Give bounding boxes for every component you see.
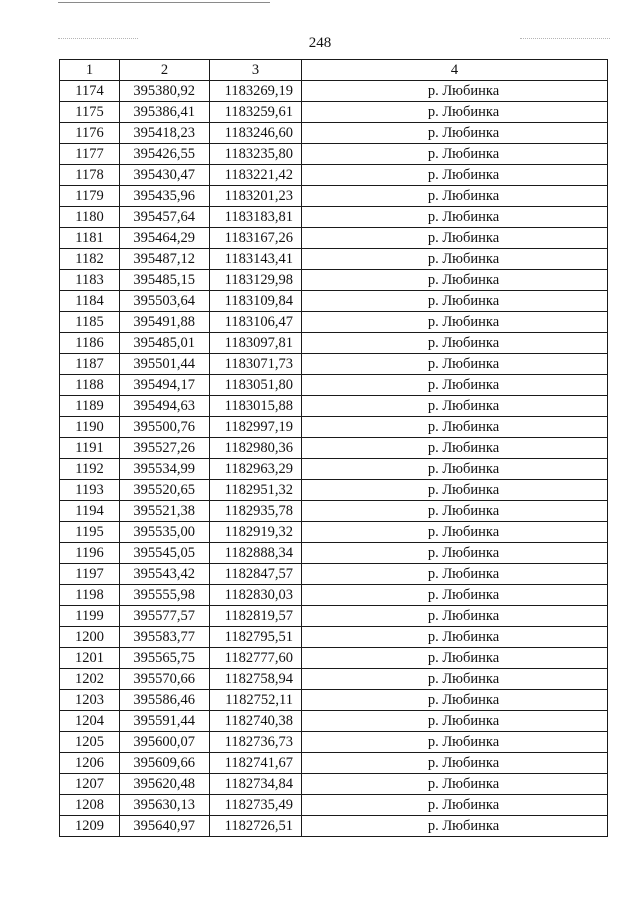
column-header: 3 [210, 60, 302, 81]
y-coordinate-cell: 1183246,60 [210, 123, 302, 144]
table-row [60, 249, 608, 270]
table-row [60, 144, 608, 165]
description-cell: р. Любинка [302, 543, 608, 564]
table-row [60, 165, 608, 186]
y-coordinate-cell: 1182726,51 [210, 816, 302, 837]
column-header: 2 [120, 60, 210, 81]
point-number-cell: 1197 [60, 564, 120, 585]
description-cell: р. Любинка [302, 648, 608, 669]
table-row [60, 501, 608, 522]
x-coordinate-cell: 395570,66 [120, 669, 210, 690]
point-number-cell: 1175 [60, 102, 120, 123]
point-number-cell: 1201 [60, 648, 120, 669]
y-coordinate-cell: 1182736,73 [210, 732, 302, 753]
description-cell: р. Любинка [302, 690, 608, 711]
table-row [60, 438, 608, 459]
description-cell: р. Любинка [302, 480, 608, 501]
x-coordinate-cell: 395380,92 [120, 81, 210, 102]
table-row [60, 312, 608, 333]
x-coordinate-cell: 395586,46 [120, 690, 210, 711]
column-header: 4 [302, 60, 608, 81]
x-coordinate-cell: 395487,12 [120, 249, 210, 270]
y-coordinate-cell: 1182795,51 [210, 627, 302, 648]
table-row [60, 396, 608, 417]
x-coordinate-cell: 395534,99 [120, 459, 210, 480]
x-coordinate-cell: 395640,97 [120, 816, 210, 837]
point-number-cell: 1184 [60, 291, 120, 312]
x-coordinate-cell: 395494,17 [120, 375, 210, 396]
point-number-cell: 1191 [60, 438, 120, 459]
point-number-cell: 1189 [60, 396, 120, 417]
y-coordinate-cell: 1183109,84 [210, 291, 302, 312]
point-number-cell: 1183 [60, 270, 120, 291]
x-coordinate-cell: 395501,44 [120, 354, 210, 375]
y-coordinate-cell: 1182740,38 [210, 711, 302, 732]
description-cell: р. Любинка [302, 396, 608, 417]
x-coordinate-cell: 395527,26 [120, 438, 210, 459]
y-coordinate-cell: 1182819,57 [210, 606, 302, 627]
point-number-cell: 1178 [60, 165, 120, 186]
x-coordinate-cell: 395435,96 [120, 186, 210, 207]
x-coordinate-cell: 395555,98 [120, 585, 210, 606]
point-number-cell: 1203 [60, 690, 120, 711]
y-coordinate-cell: 1182888,34 [210, 543, 302, 564]
x-coordinate-cell: 395430,47 [120, 165, 210, 186]
y-coordinate-cell: 1182980,36 [210, 438, 302, 459]
y-coordinate-cell: 1183015,88 [210, 396, 302, 417]
table-row [60, 102, 608, 123]
description-cell: р. Любинка [302, 228, 608, 249]
x-coordinate-cell: 395464,29 [120, 228, 210, 249]
x-coordinate-cell: 395609,66 [120, 753, 210, 774]
description-cell: р. Любинка [302, 375, 608, 396]
x-coordinate-cell: 395543,42 [120, 564, 210, 585]
description-cell: р. Любинка [302, 564, 608, 585]
point-number-cell: 1207 [60, 774, 120, 795]
point-number-cell: 1190 [60, 417, 120, 438]
x-coordinate-cell: 395591,44 [120, 711, 210, 732]
x-coordinate-cell: 395600,07 [120, 732, 210, 753]
description-cell: р. Любинка [302, 585, 608, 606]
x-coordinate-cell: 395457,64 [120, 207, 210, 228]
point-number-cell: 1177 [60, 144, 120, 165]
table-row [60, 417, 608, 438]
table-row [60, 228, 608, 249]
table-row [60, 522, 608, 543]
point-number-cell: 1202 [60, 669, 120, 690]
y-coordinate-cell: 1183259,61 [210, 102, 302, 123]
description-cell: р. Любинка [302, 249, 608, 270]
coordinates-table [59, 59, 608, 837]
table-body [60, 81, 608, 837]
x-coordinate-cell: 395630,13 [120, 795, 210, 816]
point-number-cell: 1174 [60, 81, 120, 102]
description-cell: р. Любинка [302, 333, 608, 354]
point-number-cell: 1209 [60, 816, 120, 837]
x-coordinate-cell: 395491,88 [120, 312, 210, 333]
point-number-cell: 1204 [60, 711, 120, 732]
y-coordinate-cell: 1183235,80 [210, 144, 302, 165]
point-number-cell: 1179 [60, 186, 120, 207]
table-row [60, 627, 608, 648]
description-cell: р. Любинка [302, 816, 608, 837]
point-number-cell: 1182 [60, 249, 120, 270]
description-cell: р. Любинка [302, 186, 608, 207]
x-coordinate-cell: 395520,65 [120, 480, 210, 501]
description-cell: р. Любинка [302, 123, 608, 144]
description-cell: р. Любинка [302, 81, 608, 102]
point-number-cell: 1205 [60, 732, 120, 753]
table-row [60, 270, 608, 291]
table-row [60, 606, 608, 627]
description-cell: р. Любинка [302, 102, 608, 123]
table-row [60, 186, 608, 207]
description-cell: р. Любинка [302, 459, 608, 480]
y-coordinate-cell: 1182830,03 [210, 585, 302, 606]
table-header-row [60, 60, 608, 81]
table-row [60, 459, 608, 480]
table-row [60, 291, 608, 312]
y-coordinate-cell: 1182963,29 [210, 459, 302, 480]
point-number-cell: 1208 [60, 795, 120, 816]
description-cell: р. Любинка [302, 795, 608, 816]
point-number-cell: 1176 [60, 123, 120, 144]
description-cell: р. Любинка [302, 312, 608, 333]
table-row [60, 585, 608, 606]
table-row [60, 207, 608, 228]
table-row [60, 543, 608, 564]
x-coordinate-cell: 395620,48 [120, 774, 210, 795]
table-row [60, 669, 608, 690]
point-number-cell: 1194 [60, 501, 120, 522]
y-coordinate-cell: 1183201,23 [210, 186, 302, 207]
point-number-cell: 1188 [60, 375, 120, 396]
description-cell: р. Любинка [302, 207, 608, 228]
description-cell: р. Любинка [302, 627, 608, 648]
y-coordinate-cell: 1183071,73 [210, 354, 302, 375]
point-number-cell: 1198 [60, 585, 120, 606]
point-number-cell: 1193 [60, 480, 120, 501]
description-cell: р. Любинка [302, 753, 608, 774]
table-row [60, 480, 608, 501]
y-coordinate-cell: 1182997,19 [210, 417, 302, 438]
point-number-cell: 1206 [60, 753, 120, 774]
table-row [60, 753, 608, 774]
x-coordinate-cell: 395565,75 [120, 648, 210, 669]
table-row [60, 732, 608, 753]
point-number-cell: 1195 [60, 522, 120, 543]
table-row [60, 774, 608, 795]
y-coordinate-cell: 1182935,78 [210, 501, 302, 522]
page-number: 248 [308, 35, 332, 51]
x-coordinate-cell: 395500,76 [120, 417, 210, 438]
y-coordinate-cell: 1182741,67 [210, 753, 302, 774]
table-row [60, 354, 608, 375]
description-cell: р. Любинка [302, 522, 608, 543]
table-row [60, 564, 608, 585]
description-cell: р. Любинка [302, 501, 608, 522]
point-number-cell: 1185 [60, 312, 120, 333]
y-coordinate-cell: 1183269,19 [210, 81, 302, 102]
point-number-cell: 1187 [60, 354, 120, 375]
y-coordinate-cell: 1183183,81 [210, 207, 302, 228]
table-row [60, 690, 608, 711]
x-coordinate-cell: 395577,57 [120, 606, 210, 627]
point-number-cell: 1180 [60, 207, 120, 228]
y-coordinate-cell: 1182777,60 [210, 648, 302, 669]
description-cell: р. Любинка [302, 438, 608, 459]
description-cell: р. Любинка [302, 144, 608, 165]
x-coordinate-cell: 395426,55 [120, 144, 210, 165]
table-row [60, 333, 608, 354]
y-coordinate-cell: 1183051,80 [210, 375, 302, 396]
table-row [60, 648, 608, 669]
y-coordinate-cell: 1182919,32 [210, 522, 302, 543]
y-coordinate-cell: 1182734,84 [210, 774, 302, 795]
point-number-cell: 1181 [60, 228, 120, 249]
description-cell: р. Любинка [302, 606, 608, 627]
y-coordinate-cell: 1183167,26 [210, 228, 302, 249]
y-coordinate-cell: 1182847,57 [210, 564, 302, 585]
description-cell: р. Любинка [302, 417, 608, 438]
description-cell: р. Любинка [302, 165, 608, 186]
table-row [60, 375, 608, 396]
y-coordinate-cell: 1183221,42 [210, 165, 302, 186]
y-coordinate-cell: 1182752,11 [210, 690, 302, 711]
point-number-cell: 1192 [60, 459, 120, 480]
table-row [60, 795, 608, 816]
scan-edge-line [58, 2, 270, 3]
x-coordinate-cell: 395583,77 [120, 627, 210, 648]
point-number-cell: 1200 [60, 627, 120, 648]
y-coordinate-cell: 1182758,94 [210, 669, 302, 690]
x-coordinate-cell: 395485,15 [120, 270, 210, 291]
x-coordinate-cell: 395494,63 [120, 396, 210, 417]
y-coordinate-cell: 1182735,49 [210, 795, 302, 816]
x-coordinate-cell: 395386,41 [120, 102, 210, 123]
y-coordinate-cell: 1182951,32 [210, 480, 302, 501]
point-number-cell: 1199 [60, 606, 120, 627]
table-row [60, 816, 608, 837]
x-coordinate-cell: 395485,01 [120, 333, 210, 354]
description-cell: р. Любинка [302, 711, 608, 732]
point-number-cell: 1186 [60, 333, 120, 354]
column-header: 1 [60, 60, 120, 81]
y-coordinate-cell: 1183106,47 [210, 312, 302, 333]
table-row [60, 711, 608, 732]
description-cell: р. Любинка [302, 270, 608, 291]
x-coordinate-cell: 395545,05 [120, 543, 210, 564]
y-coordinate-cell: 1183097,81 [210, 333, 302, 354]
x-coordinate-cell: 395503,64 [120, 291, 210, 312]
description-cell: р. Любинка [302, 669, 608, 690]
description-cell: р. Любинка [302, 732, 608, 753]
x-coordinate-cell: 395535,00 [120, 522, 210, 543]
description-cell: р. Любинка [302, 354, 608, 375]
table-row [60, 123, 608, 144]
x-coordinate-cell: 395418,23 [120, 123, 210, 144]
x-coordinate-cell: 395521,38 [120, 501, 210, 522]
point-number-cell: 1196 [60, 543, 120, 564]
y-coordinate-cell: 1183129,98 [210, 270, 302, 291]
description-cell: р. Любинка [302, 774, 608, 795]
table-row [60, 81, 608, 102]
y-coordinate-cell: 1183143,41 [210, 249, 302, 270]
description-cell: р. Любинка [302, 291, 608, 312]
